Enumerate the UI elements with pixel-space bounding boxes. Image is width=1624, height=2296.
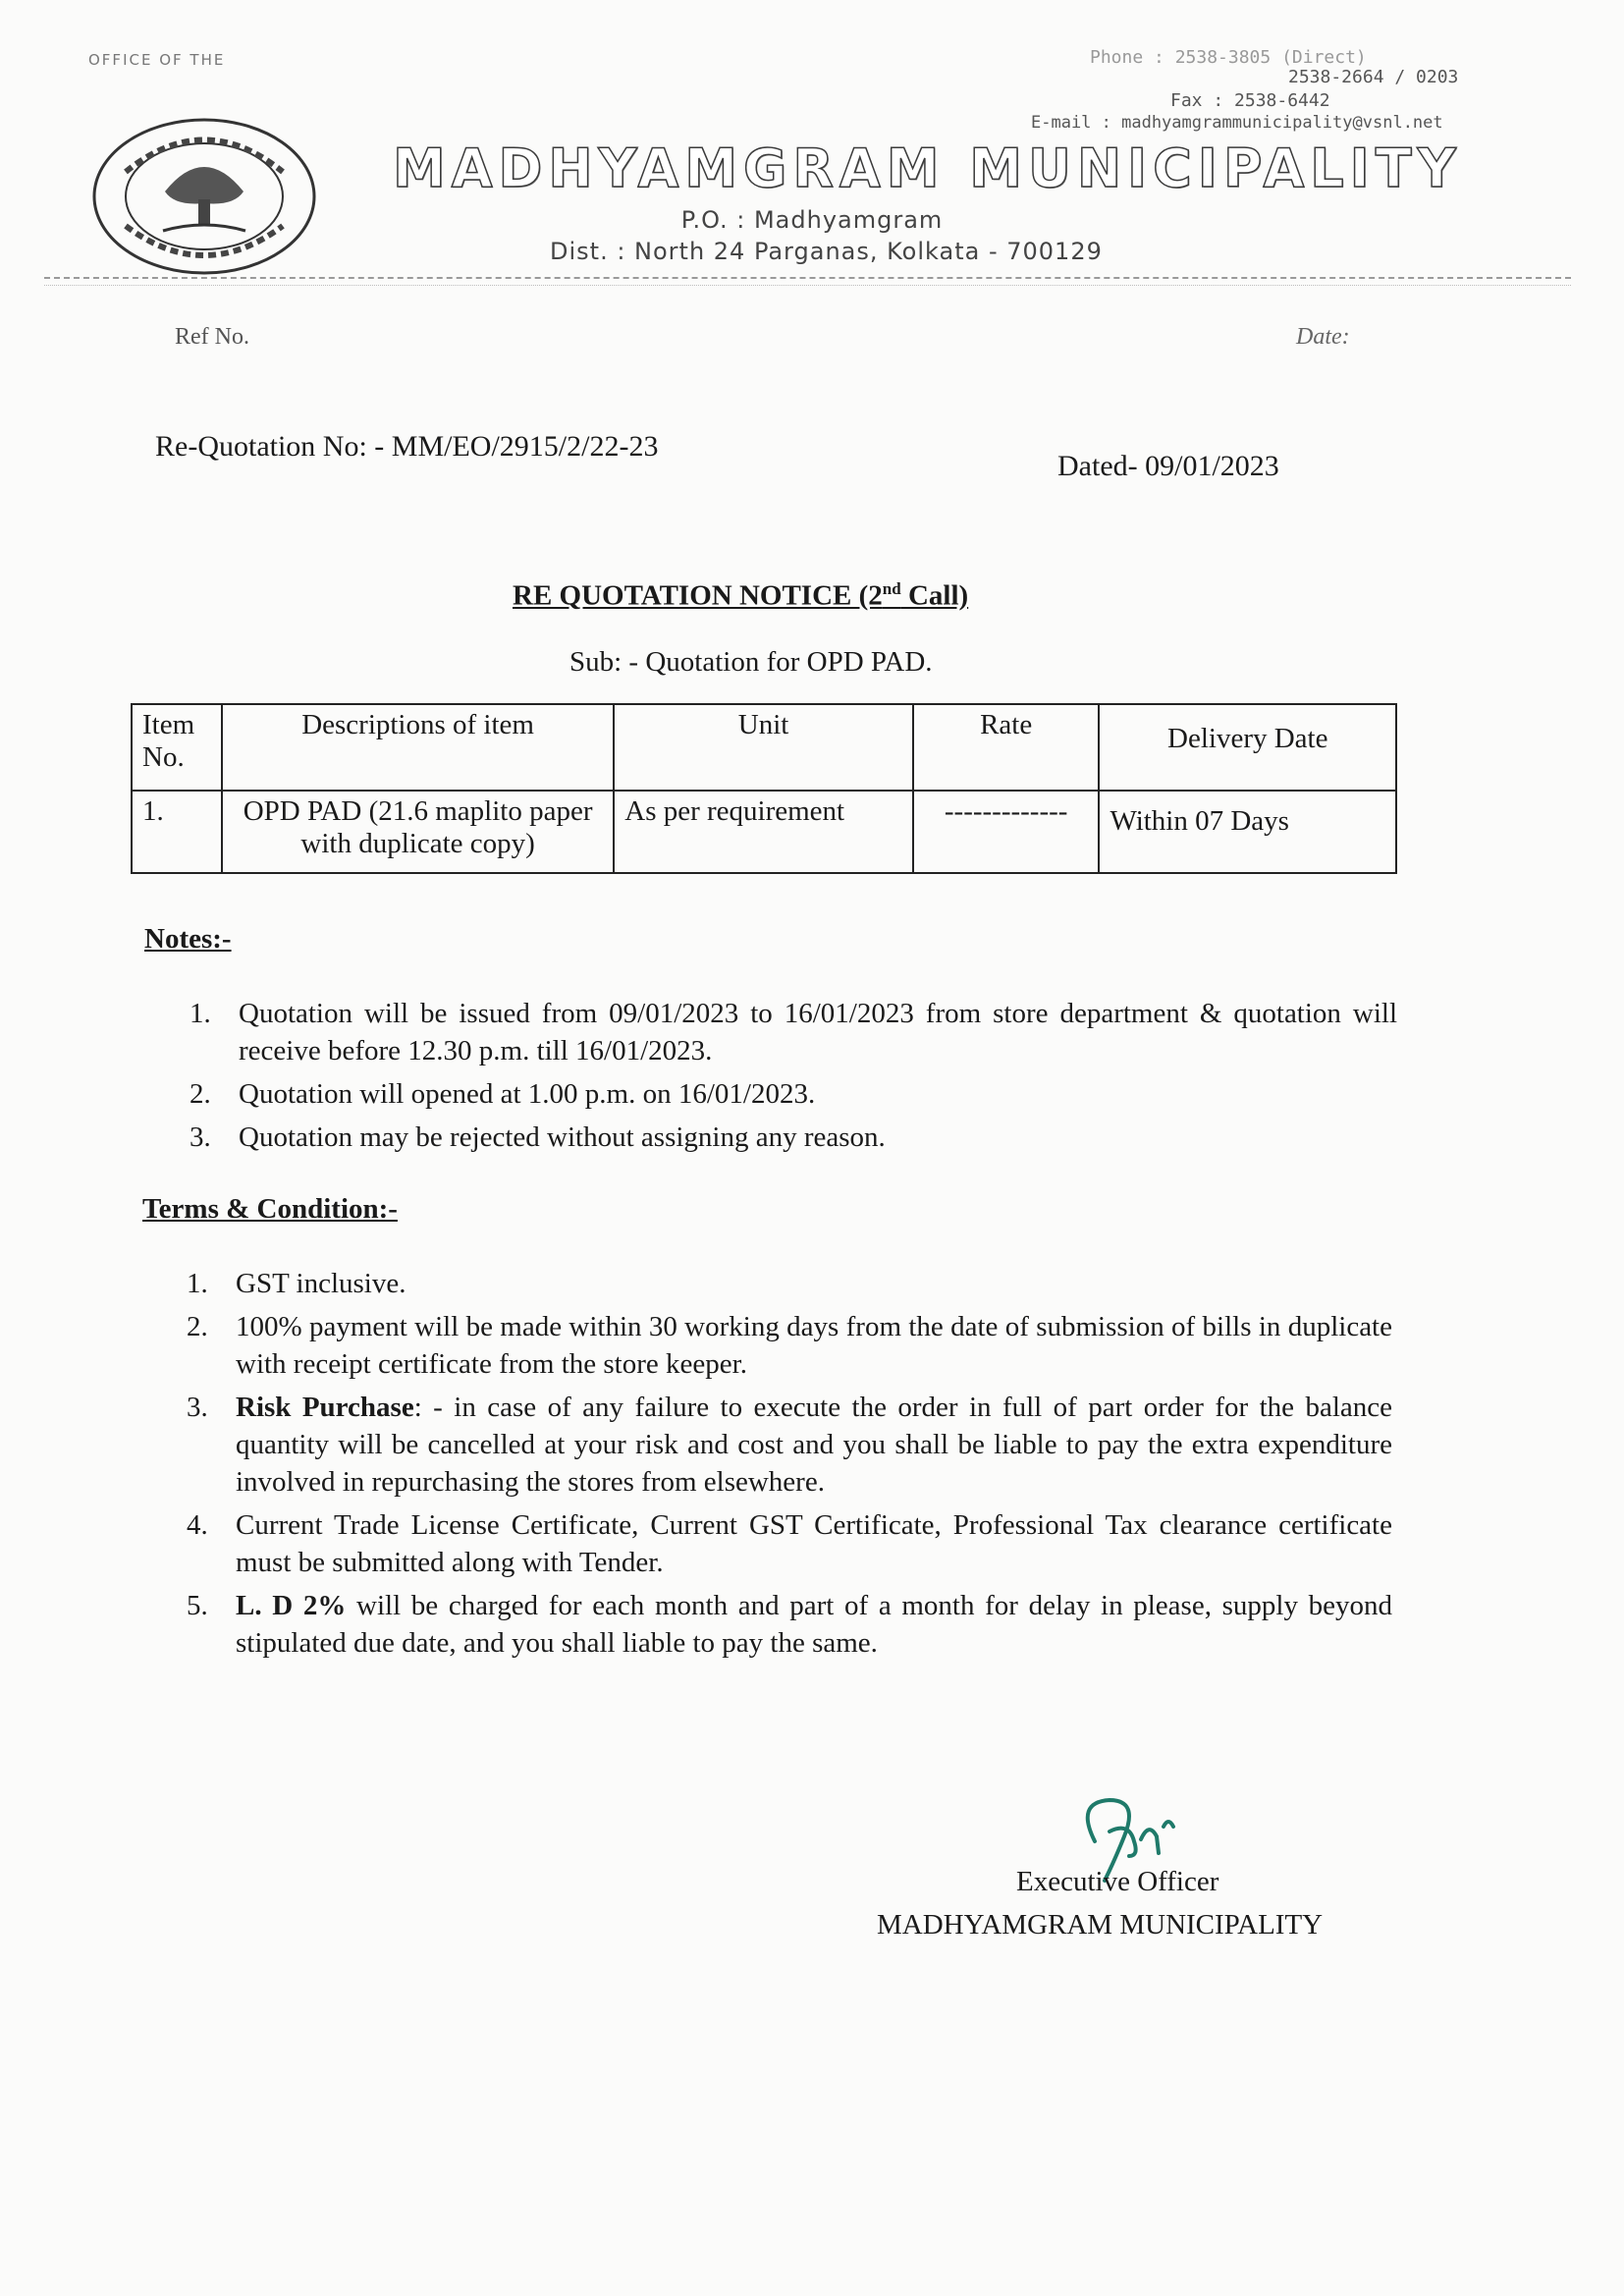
requotation-number: Re-Quotation No: - MM/EO/2915/2/22-23 <box>155 430 659 463</box>
ref-no-label: Ref No. <box>175 324 249 350</box>
cell-item-no: 1. <box>132 791 222 873</box>
cell-delivery-date: Within 07 Days <box>1099 791 1396 873</box>
notice-title: RE QUOTATION NOTICE (2nd Call) <box>513 579 969 612</box>
list-item: 1. Quotation will be issued from 09/01/2023 to 16/01/2023 from store department & quotation will receive before 12.30 p.m. till 16/01/2023. <box>189 998 1397 1066</box>
header-delivery-date: Delivery Date <box>1099 704 1396 791</box>
dated-line: Dated- 09/01/2023 <box>1057 450 1279 482</box>
phone-line: Phone : 2538-3805 (Direct) <box>1090 47 1367 68</box>
cell-rate: ------------- <box>913 791 1100 873</box>
header-item-no: Item No. <box>132 704 222 791</box>
terms-heading: Terms & Condition:- <box>142 1193 398 1225</box>
header-unit: Unit <box>614 704 913 791</box>
list-item: 5. L. D 2% will be charged for each month and part of a month for delay in please, supply beyond stipulated due date, and you shall liable to pay the same. <box>187 1590 1392 1659</box>
list-item: 2. Quotation will opened at 1.00 p.m. on 16/01/2023. <box>189 1078 816 1110</box>
header-description: Descriptions of item <box>222 704 614 791</box>
list-item: 1. GST inclusive. <box>187 1268 406 1299</box>
fax-line: Fax : 2538-6442 <box>1170 90 1330 111</box>
date-label: Date: <box>1296 324 1350 350</box>
table-row <box>132 791 1396 873</box>
notes-heading: Notes:- <box>144 923 232 955</box>
phone-alt-line: 2538-2664 / 0203 <box>1288 67 1459 87</box>
letterhead-divider-secondary <box>44 285 1571 286</box>
email-line: E-mail : madhyamgrammunicipality@vsnl.net <box>1031 113 1443 133</box>
signatory-title: Executive Officer <box>1016 1866 1219 1897</box>
header-rate: Rate <box>913 704 1100 791</box>
post-office-line: P.O. : Madhyamgram <box>680 206 944 234</box>
list-item: 2. 100% payment will be made within 30 working days from the date of submission of bills in duplicate with receipt certificate from the store keeper. <box>187 1311 1392 1380</box>
notes-list <box>189 995 1397 1162</box>
terms-list <box>187 1265 1392 1667</box>
list-item: 3. Risk Purchase: - in case of any failure to execute the order in full of part order for the balance quantity will be cancelled at your risk and cost and you shall be liable to pay the extra expenditure involved in repurchasing the stores from elsewhere. <box>187 1392 1393 1498</box>
municipality-name: MADHYAMGRAM MUNICIPALITY <box>393 137 1462 199</box>
list-item: 3. Quotation may be rejected without assigning any reason. <box>189 1121 886 1153</box>
items-table <box>131 703 1397 874</box>
letterhead-divider <box>44 277 1571 279</box>
district-line: Dist. : North 24 Parganas, Kolkata - 700129 <box>550 238 1103 265</box>
signatory-organization: MADHYAMGRAM MUNICIPALITY <box>877 1909 1324 1941</box>
list-item: 4. Current Trade License Certificate, Current GST Certificate, Professional Tax clearance certificate must be submitted along with Tender. <box>187 1509 1392 1578</box>
table-header-row <box>132 704 1396 791</box>
cell-unit: As per requirement <box>614 791 913 873</box>
subject-line: Sub: - Quotation for OPD PAD. <box>569 646 933 678</box>
municipality-seal-icon <box>86 113 322 280</box>
office-of-label: OFFICE OF THE <box>88 51 226 69</box>
cell-description: OPD PAD (21.6 maplito paper with duplicate copy) <box>222 791 614 873</box>
